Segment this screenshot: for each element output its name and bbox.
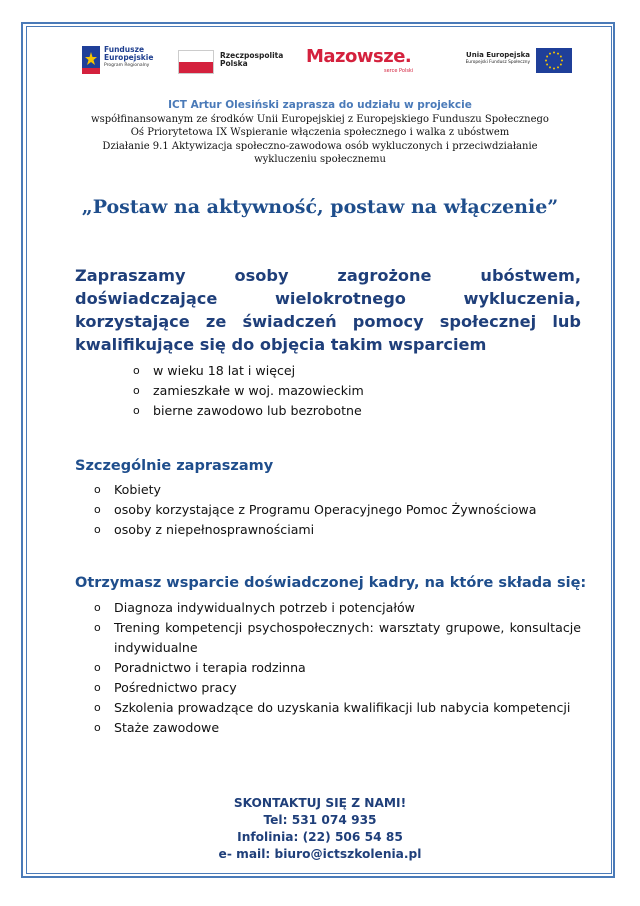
contact-block [120,795,520,863]
list-item: o Poradnictwo i terapia rodzinna [94,658,581,678]
mazowsze-name: Mazowsze. [306,46,412,67]
mazowsze-logo [306,44,436,80]
project-title: „Postaw na aktywność, postaw na włączenie” [81,196,559,218]
unia-europejska-logo [458,44,582,80]
special-list [94,480,584,540]
logo-bar [82,44,582,80]
list-item: o bierne zawodowo lub bezrobotne [133,401,364,421]
fe-line2: Europejskie [104,53,154,62]
rp-logo-text [220,52,283,68]
ue-line1: Unia Europejska [466,51,530,59]
list-item: o Diagnoza indywidualnych potrzeb i potencjałów [94,598,581,618]
ue-sub: Europejski Fundusz Społeczny [465,60,530,65]
invitation-lead: Zapraszamy osoby zagrożone ubóstwem, doświadczające wielokrotnego wykluczenia, korzystające ze świadczeń pomocy społecznej lub kwalifikujące się do objęcia takim wsparciem [75,266,581,354]
fe-sub: Program Regionalny [104,63,150,68]
rp-line1: Rzeczpospolita [220,51,284,60]
list-item: o Kobiety [94,480,584,500]
criteria-list [133,361,364,421]
intro-line-3: Działanie 9.1 Aktywizacja społeczno-zawodowa osób wykluczonych i przeciwdziałanie [102,140,538,152]
contact-cta: SKONTAKTUJ SIĘ Z NAMI! [233,796,407,810]
polish-flag-icon [178,50,214,74]
fe-line1: Fundusze [104,45,145,54]
mazowsze-sub: serce Polski [384,68,414,74]
fe-star-icon [82,46,100,74]
support-heading: Otrzymasz wsparcie doświadczonej kadry, na które składa się: [75,575,587,591]
list-item: o w wieku 18 lat i więcej [133,361,364,381]
rp-line2: Polska [220,59,248,68]
phone-number: Tel: 531 074 935 [263,813,377,827]
list-item: o Pośrednictwo pracy [94,678,581,698]
email-address: e- mail: biuro@ictszkolenia.pl [218,847,422,861]
special-heading: Szczególnie zapraszamy [75,458,274,474]
list-item: o Trening kompetencji psychospołecznych: warsztaty grupowe, konsultacje indywidualne [94,618,581,658]
support-list [94,598,581,738]
list-item: o osoby z niepełnosprawnościami [94,520,584,540]
eu-flag-icon [536,48,572,73]
fe-logo-text [104,46,153,70]
ue-logo-text [458,52,530,66]
list-item: o zamieszkałe w woj. mazowieckim [133,381,364,401]
intro-line-4: wykluczeniu społecznemu [254,154,386,166]
intro-line-2: Oś Priorytetowa IX Wspieranie włączenia społecznego i walka z ubóstwem [130,127,510,139]
project-intro [70,99,570,167]
intro-line-1: współfinansowanym ze środków Unii Europejskiej z Europejskiego Funduszu Społecznego [91,113,549,125]
organizer-line: ICT Artur Olesiński zaprasza do udziału w projekcie [168,99,472,111]
list-item: o osoby korzystające z Programu Operacyjnego Pomoc Żywnościowa [94,500,584,520]
hotline-number: Infolinia: (22) 506 54 85 [237,830,403,844]
list-item: o Staże zawodowe [94,718,581,738]
list-item: o Szkolenia prowadzące do uzyskania kwalifikacji lub nabycia kompetencji [94,698,581,718]
